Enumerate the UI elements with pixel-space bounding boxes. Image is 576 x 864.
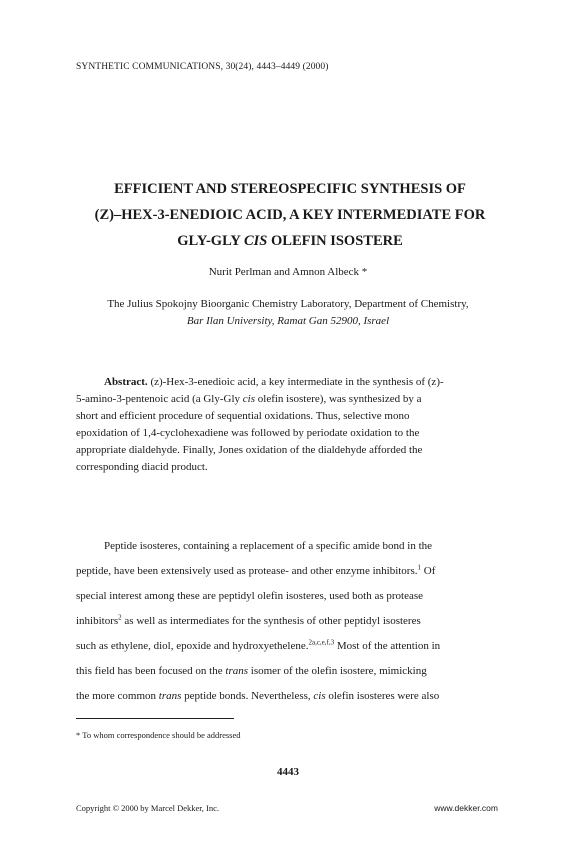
footnote-divider (76, 718, 234, 719)
body-text-5b: Most of the attention in (334, 640, 441, 652)
paper-title (60, 176, 520, 254)
abstract-text-2a: 5-amino-3-pentenoic acid (a Gly-Gly (76, 393, 243, 405)
body-text-6b: isomer of the olefin isostere, mimicking (248, 665, 427, 677)
body-text-7b: peptide bonds. Nevertheless, (181, 690, 314, 702)
title-line-1: EFFICIENT AND STEREOSPECIFIC SYNTHESIS OF (114, 181, 466, 197)
body-text-7a: the more common (76, 690, 159, 702)
abstract-line-5: appropriate dialdehyde. Finally, Jones oxidation of the dialdehyde afforded the (76, 444, 423, 456)
title-line-3 (60, 228, 520, 254)
footnote: * To whom correspondence should be addressed (76, 730, 241, 740)
abstract-italic-cis: cis (242, 393, 256, 405)
body-text-5a: such as ethylene, diol, epoxide and hydroxyethelene. (76, 640, 309, 652)
abstract-label: Abstract. (104, 376, 148, 388)
body-text-2-end: Of (421, 565, 436, 577)
publisher-website-link[interactable]: www.dekker.com (434, 803, 498, 813)
affiliation-university: Bar Ilan University, Ramat Gan 52900, Israel (186, 315, 390, 327)
body-text-2: peptide, have been extensively used as protease- and other enzyme inhibitors. (76, 565, 418, 577)
abstract (76, 374, 498, 476)
body-italic-trans-2: trans (158, 690, 182, 702)
body-line-5 (76, 634, 502, 659)
citation-2[interactable]: 2 (118, 613, 122, 622)
abstract-line-4: epoxidation of 1,4-cyclohexadiene was followed by periodate oxidation to the (76, 427, 420, 439)
abstract-line-1 (76, 374, 498, 391)
affiliation-line-2 (70, 313, 506, 330)
body-line-4 (76, 609, 502, 634)
body-text-4a: inhibitors (76, 615, 119, 627)
abstract-line-6: corresponding diacid product. (76, 461, 208, 473)
body-text-4b: as well as intermediates for the synthesis of other peptidyl isosteres (121, 615, 421, 627)
author-list: Nurit Perlman and Amnon Albeck * (208, 266, 368, 278)
body-line-7 (76, 684, 502, 709)
citation-3[interactable]: 2a,c,e,f,3 (308, 638, 335, 647)
abstract-text-1: (z)-Hex-3-enedioic acid, a key intermediate in the synthesis of (z)- (147, 376, 444, 388)
page-number: 4443 (277, 766, 299, 778)
body-line-6 (76, 659, 502, 684)
affiliation (70, 296, 506, 330)
body-text (76, 534, 502, 709)
title-italic-cis: CIS (243, 233, 268, 249)
abstract-line-3: short and efficient procedure of sequential oxidations. Thus, selective mono (76, 410, 410, 422)
body-text-7c: olefin isosteres were also (325, 690, 440, 702)
abstract-text-2b: olefin isostere), was synthesized by a (255, 393, 422, 405)
title-line-3-start: GLY-GLY (177, 233, 244, 249)
copyright-notice: Copyright © 2000 by Marcel Dekker, Inc. (76, 803, 220, 813)
body-italic-trans: trans (225, 665, 249, 677)
body-italic-cis: cis (313, 690, 326, 702)
title-line-3-end: OLEFIN ISOSTERE (267, 233, 403, 249)
abstract-line-2 (76, 391, 498, 408)
citation-1[interactable]: 1 (417, 563, 421, 572)
body-line-1: Peptide isosteres, containing a replacement of a specific amide bond in the (104, 540, 433, 552)
affiliation-line-1: The Julius Spokojny Bioorganic Chemistry Laboratory, Department of Chemistry, (107, 298, 469, 310)
body-line-3: special interest among these are peptidyl olefin isosteres, used both as protease (76, 590, 424, 602)
journal-header: SYNTHETIC COMMUNICATIONS, 30(24), 4443–4449 (2000) (76, 62, 329, 72)
title-line-2: (Z)–HEX-3-ENEDIOIC ACID, A KEY INTERMEDIATE FOR (94, 207, 486, 223)
body-text-6a: this field has been focused on the (76, 665, 226, 677)
body-line-2 (76, 559, 502, 584)
